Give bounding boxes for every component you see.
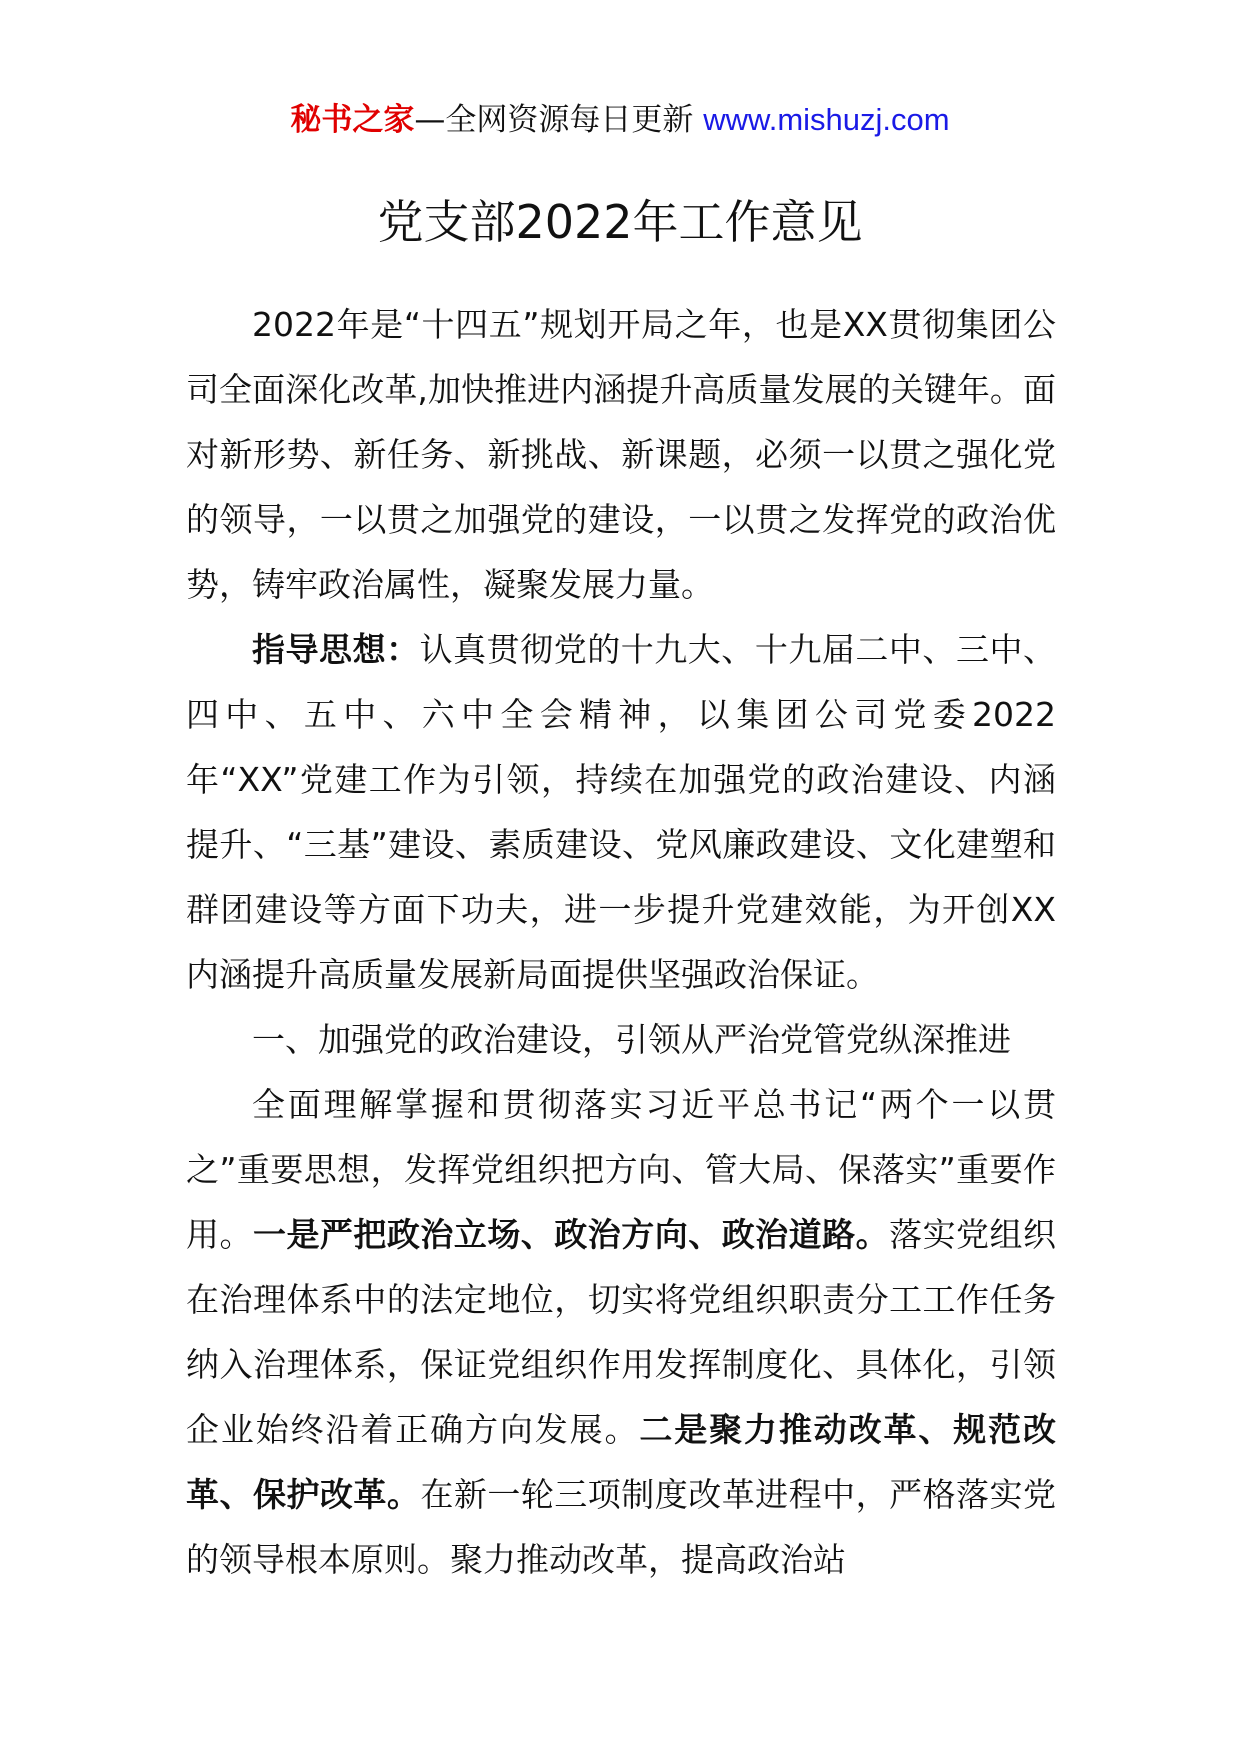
guiding-paragraph [186, 617, 1056, 1007]
document-body [186, 292, 1056, 1592]
guiding-text: 认真贯彻党的十九大、十九届二中、三中、四中、五中、六中全会精神，以集团公司党委2022年“XX”党建工作为引领，持续在加强党的政治建设、内涵提升、“三基”建设、素质建设、党风廉政建设、文化建塑和群团建设等方面下功夫，进一步提升党建效能，为开创XX内涵提升高质量发展新局面提供坚强政治保证。 [186, 630, 1057, 994]
header-tagline: —全网资源每日更新 [414, 102, 694, 138]
header-url-link[interactable]: www.mishuzj.com [703, 102, 950, 137]
section-bold-2: 二是聚力推动改革、规范改革、保护改革。 [186, 1410, 1056, 1514]
document-title: 党支部2022年工作意见 [377, 195, 863, 249]
section-paragraph [186, 1072, 1056, 1592]
watermark-header [0, 98, 1240, 142]
section-text-3: 在新一轮三项制度改革进程中，严格落实党的领导根本原则。聚力推动改革，提高政治站 [186, 1475, 1057, 1579]
section-text-2: 落实党组织在治理体系中的法定地位，切实将党组织职责分工工作任务纳入治理体系，保证党组织作用发挥制度化、具体化，引领企业始终沿着正确方向发展。 [186, 1215, 1057, 1449]
section-bold-1: 一是严把政治立场、政治方向、政治道路。 [252, 1215, 890, 1254]
intro-paragraph: 2022年是“十四五”规划开局之年，也是XX贯彻集团公司全面深化改革,加快推进内涵提升高质量发展的关键年。面对新形势、新任务、新挑战、新课题，必须一以贯之强化党的领导，一以贯之加强党的建设，一以贯之发挥党的政治优势，铸牢政治属性，凝聚发展力量。 [186, 305, 1056, 604]
header-brand: 秘书之家 [290, 102, 415, 138]
guiding-label: 指导思想： [252, 630, 420, 669]
section-text-1: 全面理解掌握和贯彻落实习近平总书记“两个一以贯之”重要思想，发挥党组织把方向、管大局、保落实”重要作用。 [186, 1085, 1056, 1254]
section-heading: 一、加强党的政治建设，引领从严治党管党纵深推进 [252, 1020, 1011, 1059]
